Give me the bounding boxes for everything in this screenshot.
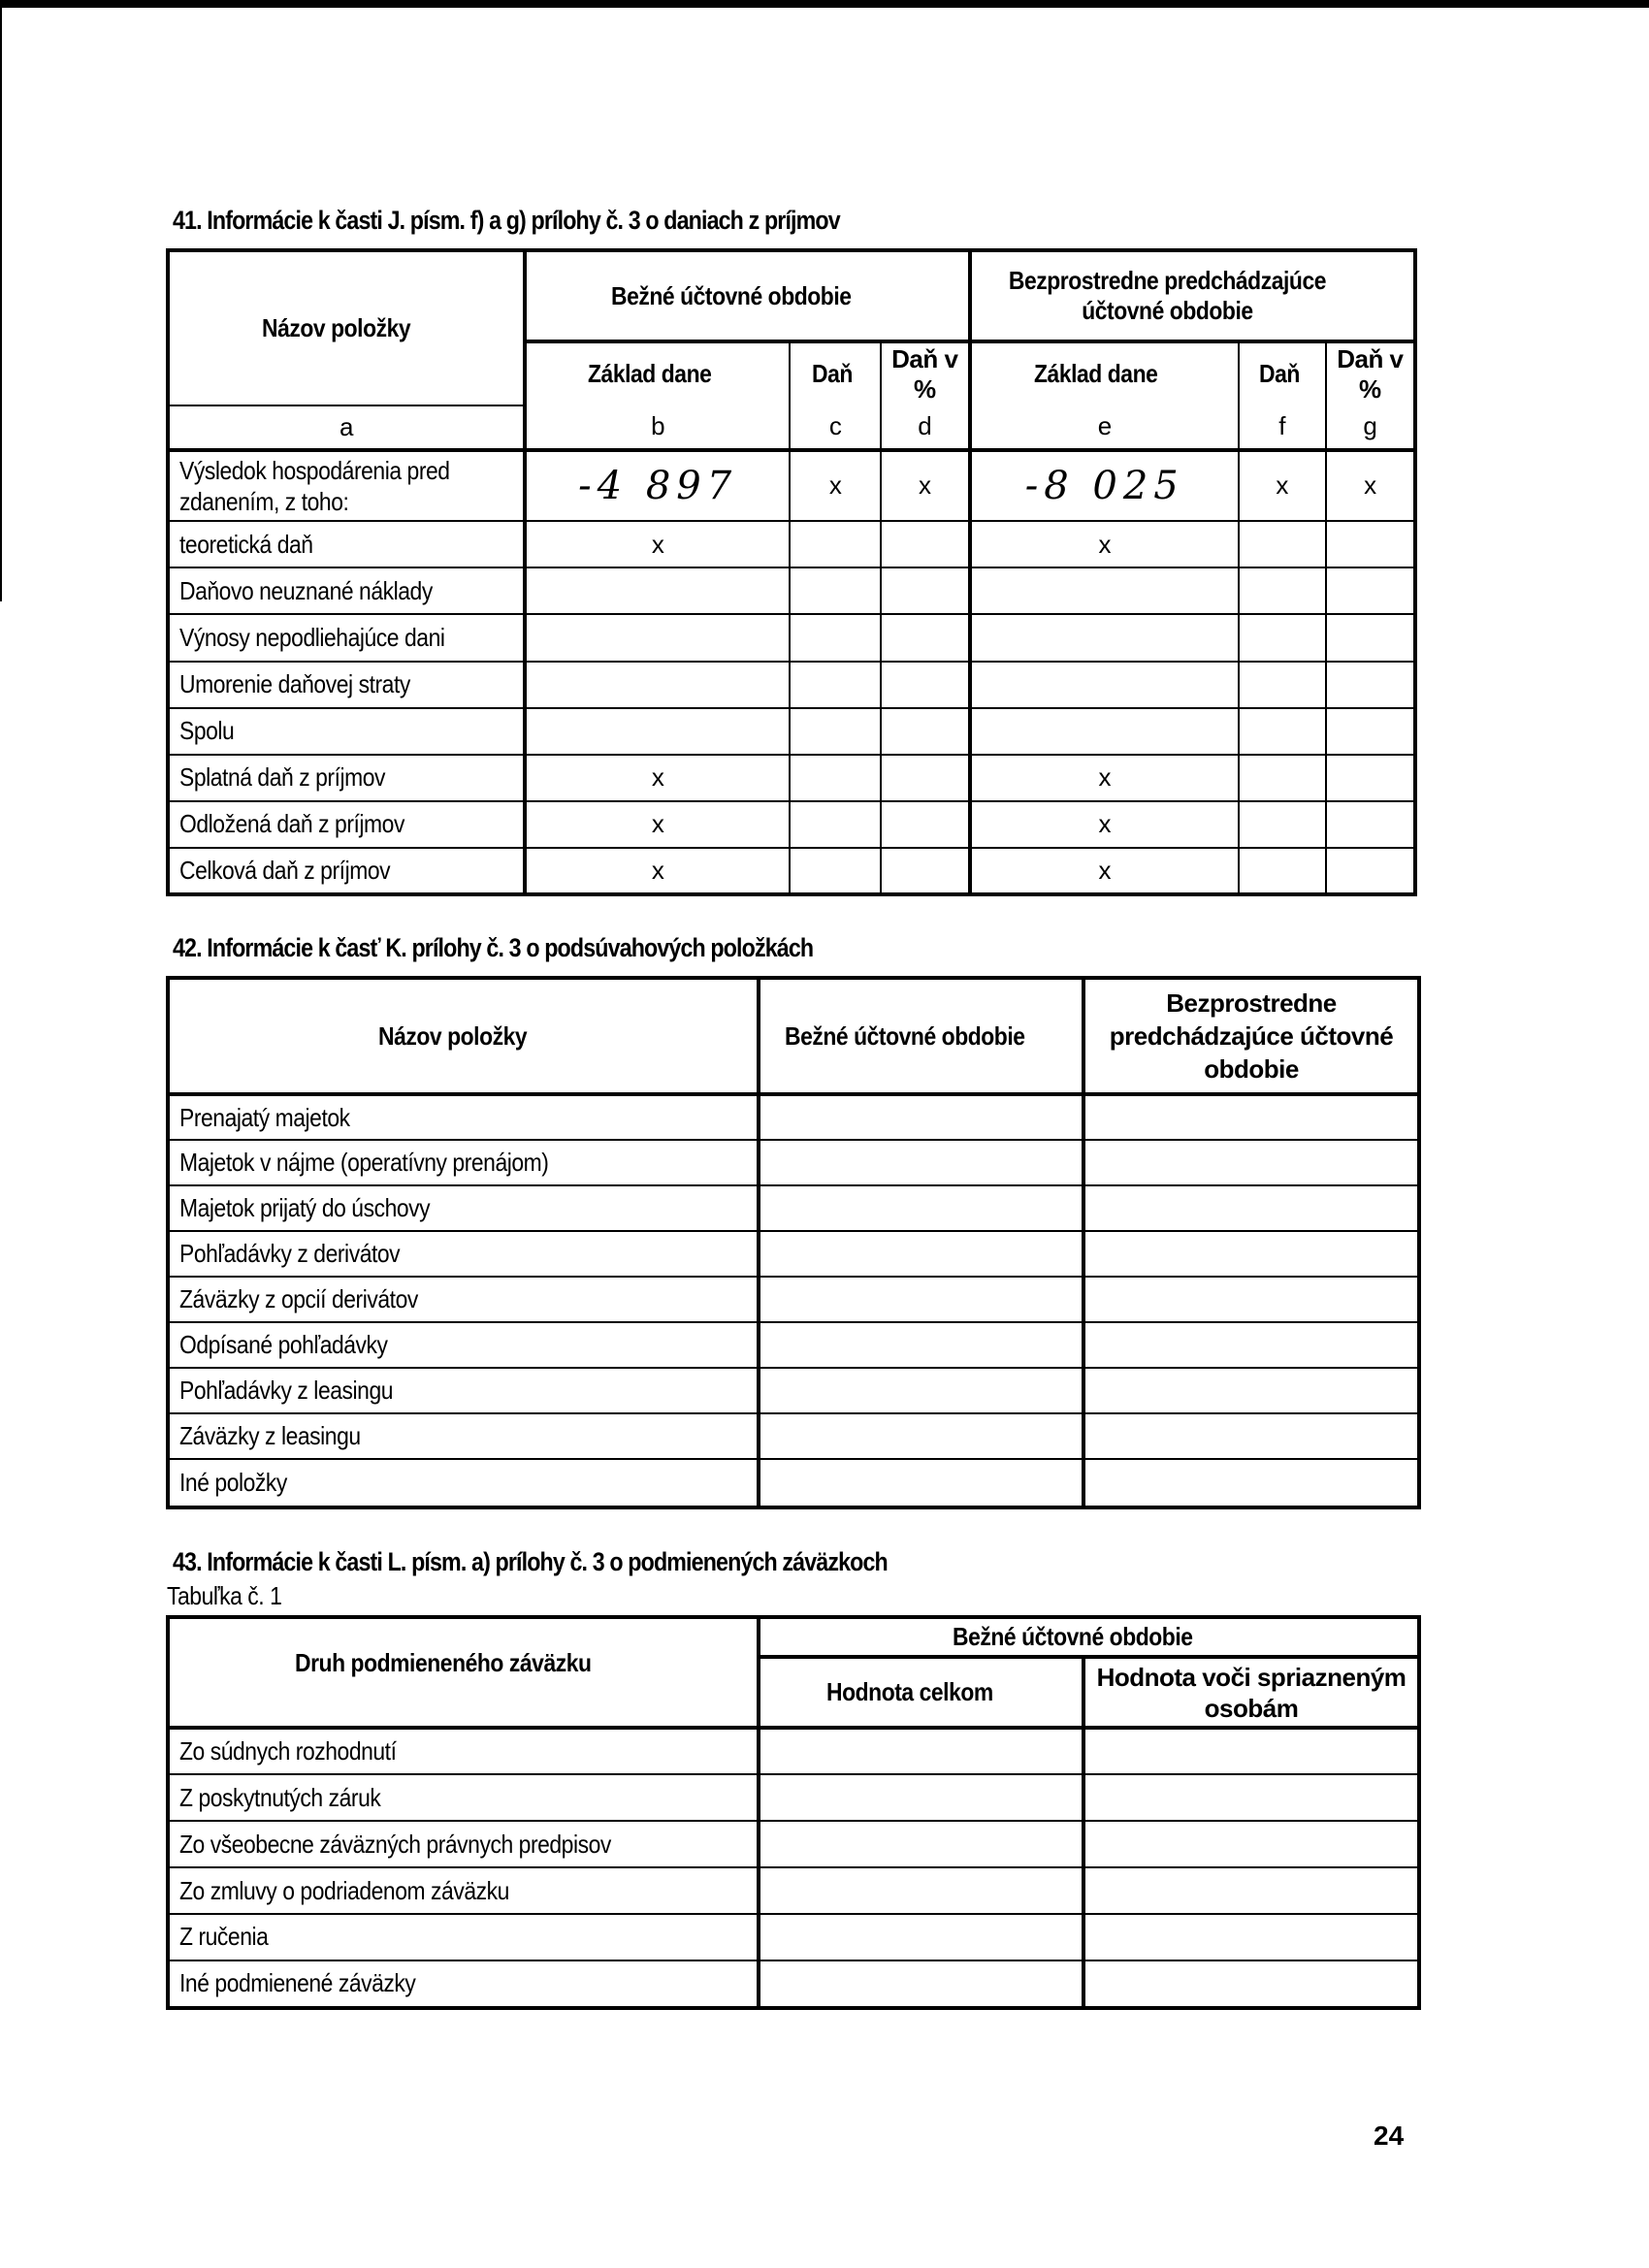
table-row [168,1413,1419,1459]
row-label: Pohľadávky z leasingu [168,1368,759,1413]
table-number-label: Tabuľka č. 1 [167,1581,282,1610]
header-tax-base-prev: Základ dane [970,341,1239,405]
cell-c[interactable] [790,801,880,848]
cell-previous[interactable] [1083,1140,1419,1185]
cell-f[interactable] [1239,614,1326,661]
cell-related[interactable] [1083,1867,1419,1914]
cell-c[interactable] [790,708,880,755]
cell-current[interactable] [759,1277,1083,1322]
row-label: Z ručenia [168,1914,759,1960]
scan-left-edge [0,0,2,601]
cell-g[interactable] [1326,662,1415,708]
table-row [168,567,1415,614]
cell-c[interactable] [790,848,880,894]
row-label: Majetok prijatý do úschovy [168,1185,759,1231]
col-letter-c: c [790,405,880,450]
row-label: Zo súdnych rozhodnutí [168,1728,759,1774]
row-label: Celková daň z príjmov [168,848,525,894]
cell-total[interactable] [759,1728,1083,1774]
cell-related[interactable] [1083,1821,1419,1867]
section-42-title: 42. Informácie k časť K. prílohy č. 3 o podsúvahových položkách [173,933,814,962]
row-label: Záväzky z opcií derivátov [168,1277,759,1322]
cell-d[interactable] [881,567,970,614]
table-row [168,848,1415,894]
cell-f[interactable] [1239,801,1326,848]
header-tax-base: Základ dane [525,341,791,405]
cell-current[interactable] [759,1094,1083,1140]
cell-previous[interactable] [1083,1368,1419,1413]
cell-g[interactable] [1326,755,1415,801]
row-label: Zo zmluvy o podriadenom záväzku [168,1867,759,1914]
cell-previous[interactable] [1083,1231,1419,1277]
table-43-contingent-liabilities [166,1615,1421,2010]
cell-f[interactable] [1239,848,1326,894]
col-letter-g: g [1326,405,1415,450]
cell-d[interactable] [881,755,970,801]
cell-b[interactable] [525,662,791,708]
cell-e[interactable]: x [970,521,1239,567]
header-tax-prev: Daň [1239,341,1326,405]
cell-current[interactable] [759,1322,1083,1368]
cell-current[interactable] [759,1459,1083,1507]
table-row [168,1322,1419,1368]
cell-c[interactable] [790,567,880,614]
table-row [168,708,1415,755]
row-label: teoretická daň [168,521,525,567]
cell-total[interactable] [759,1960,1083,2008]
cell-previous[interactable] [1083,1185,1419,1231]
table-row [168,1277,1419,1322]
row-label: Odpísané pohľadávky [168,1322,759,1368]
row-label: Zo všeobecne záväzných právnych predpisov [168,1821,759,1867]
cell-total[interactable] [759,1774,1083,1821]
table-row [168,1231,1419,1277]
header-item-name: Názov položky [168,250,525,405]
cell-total[interactable] [759,1821,1083,1867]
table-row [168,521,1415,567]
header-related-parties-value: Hodnota voči spriazneným osobám [1083,1657,1419,1728]
cell-current[interactable] [759,1231,1083,1277]
table-row [168,1728,1419,1774]
table-row [168,1774,1419,1821]
cell-f[interactable] [1239,755,1326,801]
cell-d[interactable] [881,662,970,708]
col-letter-b: b [525,405,791,450]
col-letter-f: f [1239,405,1326,450]
table-row [168,801,1415,848]
cell-b[interactable]: x [525,521,791,567]
cell-c[interactable] [790,755,880,801]
cell-f[interactable] [1239,521,1326,567]
cell-e[interactable]: x [970,801,1239,848]
cell-e[interactable] [970,567,1239,614]
cell-d[interactable] [881,614,970,661]
row-label: Prenajatý majetok [168,1094,759,1140]
cell-c[interactable]: x [790,450,880,522]
cell-previous[interactable] [1083,1322,1419,1368]
cell-d[interactable]: x [881,450,970,522]
row-label: Majetok v nájme (operatívny prenájom) [168,1140,759,1185]
row-label: Iné položky [168,1459,759,1507]
col-letter-e: e [970,405,1239,450]
row-label: Iné podmienené záväzky [168,1960,759,2008]
header-previous-period: Bezprostredne predchádzajúce účtovné obdobie [970,250,1415,341]
table-row [168,662,1415,708]
cell-e[interactable]: x [970,755,1239,801]
row-label: Daňovo neuznané náklady [168,567,525,614]
cell-b[interactable] [525,708,791,755]
cell-b[interactable] [525,614,791,661]
cell-g[interactable]: x [1326,450,1415,522]
cell-e[interactable] [970,662,1239,708]
section-43-title: 43. Informácie k časti L. písm. a) prílohy č. 3 o podmienených záväzkoch [173,1547,888,1576]
cell-e[interactable] [970,708,1239,755]
row-label: Umorenie daňovej straty [168,662,525,708]
cell-b[interactable]: x [525,755,791,801]
cell-related[interactable] [1083,1774,1419,1821]
cell-b[interactable]: x [525,801,791,848]
cell-current[interactable] [759,1140,1083,1185]
table-row [168,1867,1419,1914]
cell-d[interactable] [881,801,970,848]
cell-previous[interactable] [1083,1413,1419,1459]
row-label: Spolu [168,708,525,755]
row-label: Splatná daň z príjmov [168,755,525,801]
cell-related[interactable] [1083,1960,1419,2008]
header-liability-type: Druh podmieneného záväzku [168,1617,759,1728]
cell-previous[interactable] [1083,1277,1419,1322]
cell-f[interactable] [1239,708,1326,755]
cell-current[interactable] [759,1185,1083,1231]
header-tax-pct-prev: Daň v % [1326,341,1415,405]
header-current-period: Bežné účtovné obdobie [759,978,1083,1094]
cell-b[interactable] [525,567,791,614]
cell-total[interactable] [759,1914,1083,1960]
cell-f[interactable] [1239,567,1326,614]
table-row [168,1821,1419,1867]
col-letter-d: d [881,405,970,450]
cell-g[interactable] [1326,521,1415,567]
section-41-title: 41. Informácie k časti J. písm. f) a g) prílohy č. 3 o daniach z príjmov [173,206,840,235]
cell-related[interactable] [1083,1728,1419,1774]
header-tax: Daň [790,341,880,405]
cell-b[interactable]: x [525,848,791,894]
table-row [168,1185,1419,1231]
table-42-off-balance-items [166,976,1421,1509]
row-label: Z poskytnutých záruk [168,1774,759,1821]
row-label: Záväzky z leasingu [168,1413,759,1459]
table-row [168,1140,1419,1185]
table-row [168,1459,1419,1507]
table-row [168,755,1415,801]
col-letter-a: a [168,405,525,450]
cell-previous[interactable] [1083,1094,1419,1140]
cell-c[interactable] [790,521,880,567]
cell-d[interactable] [881,708,970,755]
header-total-value: Hodnota celkom [759,1657,1083,1728]
header-current-period: Bežné účtovné obdobie [759,1617,1419,1657]
cell-total[interactable] [759,1867,1083,1914]
row-label: Odložená daň z príjmov [168,801,525,848]
cell-f[interactable] [1239,662,1326,708]
cell-current[interactable] [759,1413,1083,1459]
header-current-period: Bežné účtovné obdobie [525,250,970,341]
table-row [168,614,1415,661]
cell-e[interactable]: x [970,848,1239,894]
handwritten-value-current[interactable]: -4 897 [525,450,791,522]
table-row [168,1960,1419,2008]
handwritten-value-previous[interactable]: -8 025 [970,450,1239,522]
cell-previous[interactable] [1083,1459,1419,1507]
header-previous-period: Bezprostredne predchádzajúce účtovné obdobie [1083,978,1419,1094]
cell-c[interactable] [790,662,880,708]
cell-g[interactable] [1326,801,1415,848]
cell-g[interactable] [1326,708,1415,755]
table-row [168,1914,1419,1960]
scan-top-border [0,0,1649,8]
cell-c[interactable] [790,614,880,661]
cell-f[interactable]: x [1239,450,1326,522]
cell-d[interactable] [881,521,970,567]
row-label: Pohľadávky z derivátov [168,1231,759,1277]
header-tax-pct: Daň v % [881,341,970,405]
cell-g[interactable] [1326,567,1415,614]
table-row [168,450,1415,522]
cell-current[interactable] [759,1368,1083,1413]
table-41-income-tax [166,248,1417,896]
cell-g[interactable] [1326,848,1415,894]
table-row [168,1368,1419,1413]
cell-related[interactable] [1083,1914,1419,1960]
header-item-name: Názov položky [168,978,759,1094]
row-label: Výnosy nepodliehajúce dani [168,614,525,661]
table-row [168,1094,1419,1140]
cell-d[interactable] [881,848,970,894]
page-number: 24 [1374,2121,1405,2151]
row-label: Výsledok hospodárenia pred zdanením, z toho: [168,450,525,522]
cell-g[interactable] [1326,614,1415,661]
cell-e[interactable] [970,614,1239,661]
